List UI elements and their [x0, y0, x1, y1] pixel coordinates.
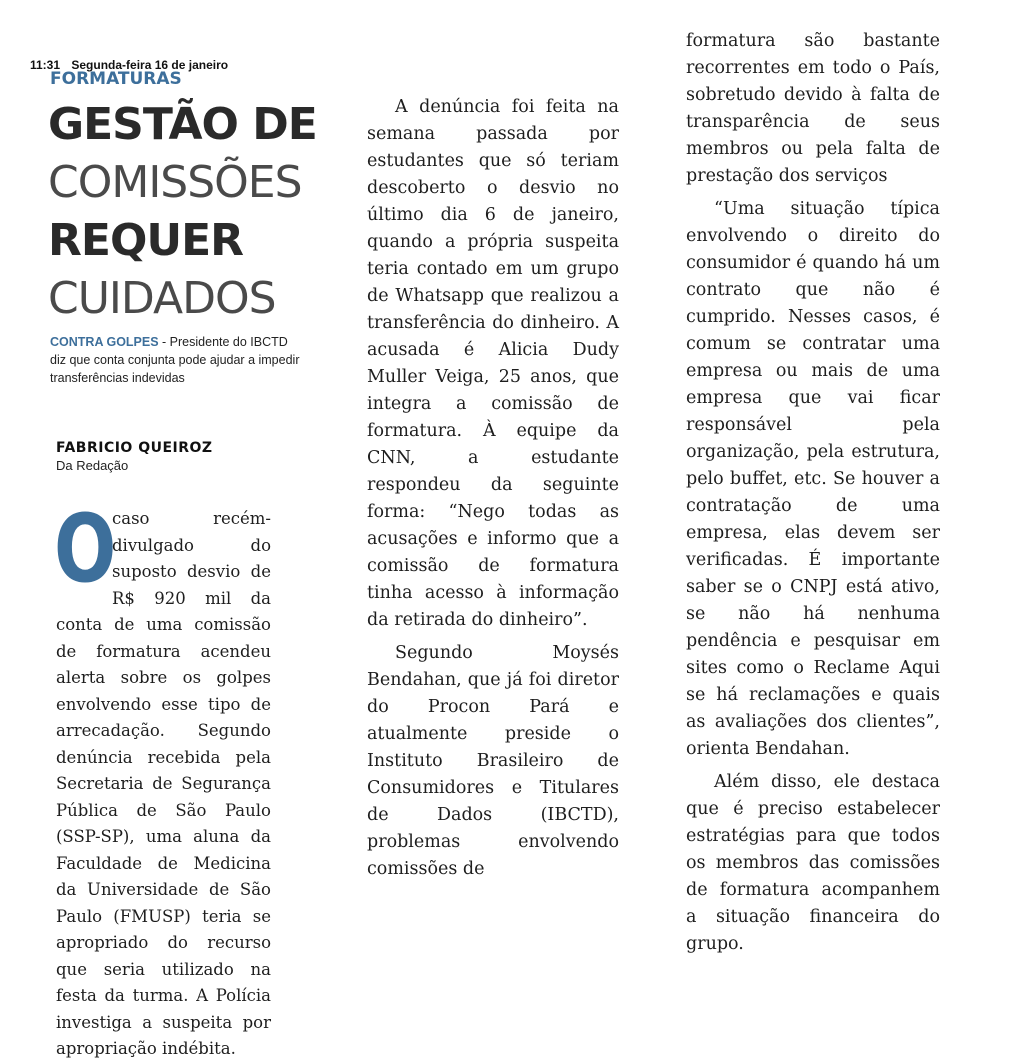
article-column-2	[367, 94, 619, 883]
article-column-3	[686, 28, 940, 958]
paragraph: Segundo Moysés Bendahan, que já foi diretor do Procon Pará e atualmente preside o Instituto Brasileiro de Consumidores e Titulares de Dados (IBCTD), problemas envolvendo comissões de	[367, 643, 619, 879]
headline	[48, 96, 348, 328]
author-desk: Da Redação	[56, 458, 129, 473]
byline	[56, 440, 213, 473]
status-date: Segunda-feira 16 de janeiro	[71, 58, 229, 72]
author-name: FABRICIO QUEIROZ	[56, 440, 213, 456]
headline-line-2: COMISSÕES	[48, 157, 302, 208]
paragraph: Além disso, ele destaca que é preciso estabelecer estratégias para que todos os membros das comissões de formatura acompanhem a situação financeira do grupo.	[686, 772, 940, 954]
paragraph: caso recém-divulgado do suposto desvio de R$ 920 mil da conta de uma comissão de formatura acendeu alerta sobre os golpes envolvendo esse tipo de arrecadação. Segundo denúncia recebida pela Secretaria de Segurança Pública de São Paulo (SSP-SP), uma aluna da Faculdade de Medicina da Universidade de São Paulo (FMUSP) teria se apropriado do recurso que seria utilizado na festa da turma. A Polícia investiga a suspeita por apropriação indébita.	[56, 509, 271, 1058]
paragraph: formatura são bastante recorrentes em todo o País, sobretudo devido à falta de transparência de seus membros ou pela falta de prestação dos serviços	[686, 31, 940, 186]
article-column-1	[54, 495, 271, 1063]
deck-text: - Presidente do IBCTD diz que conta conjunta pode ajudar a impedir transferências indevidas	[50, 335, 300, 385]
status-time: 11:31	[30, 58, 61, 72]
subheadline	[50, 333, 300, 387]
headline-line-3: REQUER	[48, 215, 244, 266]
section-kicker: FORMATURAS	[50, 69, 182, 89]
drop-cap: O	[54, 495, 117, 604]
headline-line-1: GESTÃO DE	[48, 99, 317, 150]
headline-line-4: CUIDADOS	[48, 273, 276, 324]
paragraph: A denúncia foi feita na semana passada por estudantes que só teriam descoberto o desvio no último dia 6 de janeiro, quando a própria suspeita teria contado em um grupo de Whatsapp que realizou a transferência do dinheiro. A acusada é Alicia Dudy Muller Veiga, 25 anos, que integra a comissão de formatura. À equipe da CNN, a estudante respondeu da seguinte forma: “Nego todas as acusações e informo que a comissão de formatura tinha acesso à informação da retirada do dinheiro”.	[367, 97, 619, 630]
paragraph: “Uma situação típica envolvendo o direito do consumidor é quando há um contrato que não é cumprido. Nesses casos, é comum se contratar uma empresa ou mais de uma empresa que vai ficar responsável pela organização, pela estrutura, pelo buffet, etc. Se houver a contratação de uma empresa, elas devem ser verificadas. É importante saber se o CNPJ está ativo, se não há nenhuma pendência e pesquisar em sites como o Reclame Aqui se há reclamações e quais as avaliações dos clientes”, orienta Bendahan.	[686, 199, 940, 759]
deck-tag: CONTRA GOLPES	[50, 335, 159, 349]
